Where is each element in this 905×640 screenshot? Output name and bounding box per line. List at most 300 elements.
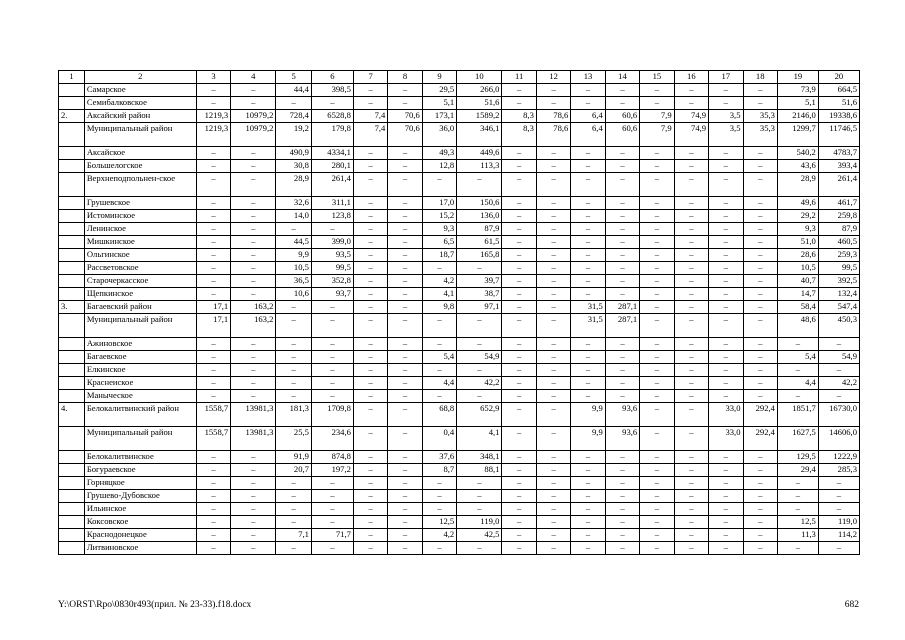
value-cell: 181,3 bbox=[276, 403, 312, 427]
value-cell: 261,4 bbox=[311, 173, 353, 197]
value-cell: – bbox=[196, 338, 230, 351]
value-cell: – bbox=[571, 249, 605, 262]
table-row bbox=[59, 288, 860, 301]
row-name: Щепкинское bbox=[84, 288, 196, 301]
value-cell: 17,1 bbox=[196, 314, 230, 338]
table-row bbox=[59, 490, 860, 503]
value-cell: – bbox=[709, 529, 743, 542]
value-cell: – bbox=[640, 236, 674, 249]
value-cell: – bbox=[353, 427, 387, 451]
value-cell: 44,4 bbox=[276, 84, 312, 97]
value-cell: – bbox=[709, 84, 743, 97]
value-cell: – bbox=[640, 301, 674, 314]
value-cell: – bbox=[777, 477, 818, 490]
value-cell: – bbox=[536, 529, 570, 542]
value-cell: 29,4 bbox=[777, 464, 818, 477]
value-cell: – bbox=[388, 464, 422, 477]
value-cell: – bbox=[311, 301, 353, 314]
value-cell: – bbox=[502, 314, 536, 338]
value-cell: – bbox=[674, 390, 708, 403]
value-cell: 99,5 bbox=[818, 262, 859, 275]
row-index bbox=[59, 173, 85, 197]
value-cell: – bbox=[709, 301, 743, 314]
value-cell: 58,4 bbox=[777, 301, 818, 314]
header-cell: 6 bbox=[311, 71, 353, 84]
value-cell: 14,0 bbox=[276, 210, 312, 223]
value-cell: – bbox=[571, 97, 605, 110]
value-cell: – bbox=[536, 377, 570, 390]
value-cell: – bbox=[571, 516, 605, 529]
row-index bbox=[59, 464, 85, 477]
value-cell: 31,5 bbox=[571, 301, 605, 314]
value-cell: 9,9 bbox=[276, 249, 312, 262]
row-index bbox=[59, 477, 85, 490]
value-cell: 32,6 bbox=[276, 197, 312, 210]
value-cell: – bbox=[231, 275, 276, 288]
value-cell: – bbox=[388, 301, 422, 314]
table-row bbox=[59, 97, 860, 110]
value-cell: – bbox=[457, 338, 502, 351]
value-cell: – bbox=[777, 364, 818, 377]
header-cell: 15 bbox=[640, 71, 674, 84]
value-cell: – bbox=[196, 223, 230, 236]
value-cell: 4,4 bbox=[777, 377, 818, 390]
value-cell: – bbox=[457, 173, 502, 197]
row-name: Семибалковское bbox=[84, 97, 196, 110]
value-cell: – bbox=[536, 427, 570, 451]
row-index bbox=[59, 147, 85, 160]
row-index bbox=[59, 364, 85, 377]
value-cell: 10979,2 bbox=[231, 123, 276, 147]
value-cell: – bbox=[674, 464, 708, 477]
value-cell: 113,3 bbox=[457, 160, 502, 173]
value-cell: – bbox=[674, 403, 708, 427]
value-cell: 1627,5 bbox=[777, 427, 818, 451]
value-cell: – bbox=[605, 173, 639, 197]
value-cell: – bbox=[709, 464, 743, 477]
value-cell: – bbox=[743, 338, 777, 351]
value-cell: – bbox=[818, 390, 859, 403]
value-cell: – bbox=[605, 262, 639, 275]
value-cell: – bbox=[502, 338, 536, 351]
value-cell: – bbox=[353, 210, 387, 223]
value-cell: 392,5 bbox=[818, 275, 859, 288]
value-cell: – bbox=[388, 364, 422, 377]
value-cell: – bbox=[353, 249, 387, 262]
value-cell: – bbox=[605, 97, 639, 110]
value-cell: – bbox=[571, 173, 605, 197]
header-cell: 4 bbox=[231, 71, 276, 84]
value-cell: – bbox=[457, 314, 502, 338]
value-cell: – bbox=[353, 262, 387, 275]
table-row bbox=[59, 503, 860, 516]
value-cell: – bbox=[640, 490, 674, 503]
value-cell: – bbox=[388, 288, 422, 301]
table-row bbox=[59, 377, 860, 390]
value-cell: 4,4 bbox=[422, 377, 456, 390]
value-cell: – bbox=[674, 236, 708, 249]
value-cell: – bbox=[743, 351, 777, 364]
value-cell: – bbox=[640, 288, 674, 301]
value-cell: – bbox=[536, 97, 570, 110]
value-cell: 7,4 bbox=[353, 123, 387, 147]
header-cell: 18 bbox=[743, 71, 777, 84]
value-cell: 42,2 bbox=[818, 377, 859, 390]
value-cell: 449,6 bbox=[457, 147, 502, 160]
value-cell: – bbox=[536, 147, 570, 160]
value-cell: – bbox=[276, 97, 312, 110]
value-cell: – bbox=[353, 288, 387, 301]
value-cell: 5,1 bbox=[422, 97, 456, 110]
value-cell: – bbox=[571, 262, 605, 275]
value-cell: 28,9 bbox=[777, 173, 818, 197]
value-cell: – bbox=[640, 197, 674, 210]
value-cell: – bbox=[353, 390, 387, 403]
value-cell: 234,6 bbox=[311, 427, 353, 451]
value-cell: – bbox=[388, 210, 422, 223]
value-cell: 0,4 bbox=[422, 427, 456, 451]
value-cell: – bbox=[674, 288, 708, 301]
value-cell: 165,8 bbox=[457, 249, 502, 262]
value-cell: – bbox=[536, 403, 570, 427]
table-row bbox=[59, 427, 860, 451]
value-cell: – bbox=[457, 390, 502, 403]
value-cell: – bbox=[502, 451, 536, 464]
value-cell: – bbox=[388, 390, 422, 403]
value-cell: – bbox=[674, 451, 708, 464]
value-cell: – bbox=[536, 160, 570, 173]
row-name: Ильинское bbox=[84, 503, 196, 516]
value-cell: – bbox=[276, 314, 312, 338]
value-cell: – bbox=[674, 84, 708, 97]
value-cell: – bbox=[674, 490, 708, 503]
value-cell: – bbox=[231, 490, 276, 503]
value-cell: – bbox=[388, 249, 422, 262]
footer-file-path: Y:\ORST\Rpo\0830r493(прил. № 23-33).f18.docx bbox=[58, 600, 252, 610]
value-cell: – bbox=[709, 262, 743, 275]
value-cell: – bbox=[502, 147, 536, 160]
value-cell: 4,1 bbox=[457, 427, 502, 451]
value-cell: 49,3 bbox=[422, 147, 456, 160]
row-index bbox=[59, 236, 85, 249]
row-index bbox=[59, 210, 85, 223]
table-row bbox=[59, 351, 860, 364]
value-cell: – bbox=[388, 377, 422, 390]
value-cell: 13981,3 bbox=[231, 403, 276, 427]
value-cell: – bbox=[388, 314, 422, 338]
value-cell: 29,5 bbox=[422, 84, 456, 97]
value-cell: – bbox=[536, 351, 570, 364]
row-index bbox=[59, 314, 85, 338]
value-cell: – bbox=[311, 338, 353, 351]
value-cell: – bbox=[196, 542, 230, 555]
value-cell: – bbox=[196, 529, 230, 542]
value-cell: – bbox=[743, 147, 777, 160]
row-name: Коксовское bbox=[84, 516, 196, 529]
value-cell: – bbox=[640, 403, 674, 427]
value-cell: 33,0 bbox=[709, 403, 743, 427]
value-cell: – bbox=[502, 464, 536, 477]
value-cell: – bbox=[353, 490, 387, 503]
value-cell: – bbox=[605, 275, 639, 288]
value-cell: – bbox=[353, 173, 387, 197]
value-cell: – bbox=[674, 529, 708, 542]
header-cell: 8 bbox=[388, 71, 422, 84]
value-cell: – bbox=[605, 210, 639, 223]
value-cell: – bbox=[571, 338, 605, 351]
row-index bbox=[59, 390, 85, 403]
value-cell: – bbox=[502, 97, 536, 110]
value-cell: 42,5 bbox=[457, 529, 502, 542]
value-cell: – bbox=[457, 262, 502, 275]
value-cell: – bbox=[231, 262, 276, 275]
value-cell: – bbox=[457, 542, 502, 555]
table-row bbox=[59, 249, 860, 262]
value-cell: 71,7 bbox=[311, 529, 353, 542]
value-cell: – bbox=[502, 197, 536, 210]
value-cell: – bbox=[311, 390, 353, 403]
value-cell: – bbox=[640, 542, 674, 555]
row-index: 4. bbox=[59, 403, 85, 427]
value-cell: 292,4 bbox=[743, 427, 777, 451]
value-cell: – bbox=[674, 301, 708, 314]
value-cell: – bbox=[388, 197, 422, 210]
value-cell: – bbox=[743, 477, 777, 490]
value-cell: – bbox=[709, 249, 743, 262]
row-name: Муниципальный район bbox=[84, 314, 196, 338]
value-cell: 44,5 bbox=[276, 236, 312, 249]
value-cell: – bbox=[640, 351, 674, 364]
value-cell: – bbox=[743, 516, 777, 529]
value-cell: – bbox=[640, 160, 674, 173]
header-cell: 5 bbox=[276, 71, 312, 84]
footer-page-number: 682 bbox=[844, 600, 859, 610]
value-cell: – bbox=[422, 262, 456, 275]
value-cell: – bbox=[743, 173, 777, 197]
value-cell: – bbox=[502, 351, 536, 364]
value-cell: – bbox=[536, 210, 570, 223]
value-cell: – bbox=[353, 97, 387, 110]
value-cell: – bbox=[571, 503, 605, 516]
value-cell: – bbox=[353, 147, 387, 160]
value-cell: 1299,7 bbox=[777, 123, 818, 147]
value-cell: – bbox=[311, 364, 353, 377]
value-cell: 173,1 bbox=[422, 110, 456, 123]
value-cell: – bbox=[743, 390, 777, 403]
value-cell: – bbox=[709, 503, 743, 516]
value-cell: – bbox=[388, 351, 422, 364]
value-cell: – bbox=[743, 288, 777, 301]
value-cell: – bbox=[196, 210, 230, 223]
value-cell: – bbox=[605, 503, 639, 516]
value-cell: – bbox=[536, 84, 570, 97]
value-cell: – bbox=[353, 275, 387, 288]
row-name: Горняцкое bbox=[84, 477, 196, 490]
value-cell: – bbox=[709, 160, 743, 173]
value-cell: – bbox=[674, 503, 708, 516]
table-row bbox=[59, 223, 860, 236]
value-cell: 266,0 bbox=[457, 84, 502, 97]
row-name: Рассветовское bbox=[84, 262, 196, 275]
value-cell: 450,3 bbox=[818, 314, 859, 338]
table-row bbox=[59, 451, 860, 464]
value-cell: 292,4 bbox=[743, 403, 777, 427]
value-cell: – bbox=[605, 377, 639, 390]
value-cell: 7,1 bbox=[276, 529, 312, 542]
value-cell: 12,5 bbox=[422, 516, 456, 529]
value-cell: 5,1 bbox=[777, 97, 818, 110]
value-cell: – bbox=[388, 84, 422, 97]
value-cell: 398,5 bbox=[311, 84, 353, 97]
value-cell: 7,9 bbox=[640, 110, 674, 123]
value-cell: – bbox=[709, 275, 743, 288]
value-cell: – bbox=[196, 503, 230, 516]
value-cell: 9,3 bbox=[422, 223, 456, 236]
value-cell: 42,2 bbox=[457, 377, 502, 390]
value-cell: – bbox=[353, 503, 387, 516]
value-cell: – bbox=[231, 197, 276, 210]
value-cell: – bbox=[571, 351, 605, 364]
value-cell: – bbox=[353, 477, 387, 490]
value-cell: – bbox=[196, 351, 230, 364]
value-cell: – bbox=[276, 338, 312, 351]
value-cell: – bbox=[743, 236, 777, 249]
value-cell: – bbox=[388, 173, 422, 197]
value-cell: – bbox=[674, 160, 708, 173]
value-cell: – bbox=[709, 338, 743, 351]
value-cell: – bbox=[196, 490, 230, 503]
value-cell: – bbox=[605, 249, 639, 262]
row-index bbox=[59, 97, 85, 110]
value-cell: – bbox=[196, 288, 230, 301]
value-cell: 18,7 bbox=[422, 249, 456, 262]
value-cell: 7,4 bbox=[353, 110, 387, 123]
value-cell: – bbox=[276, 351, 312, 364]
value-cell: – bbox=[502, 490, 536, 503]
value-cell: – bbox=[196, 173, 230, 197]
header-cell: 16 bbox=[674, 71, 708, 84]
value-cell: 114,2 bbox=[818, 529, 859, 542]
value-cell: – bbox=[605, 84, 639, 97]
row-index bbox=[59, 275, 85, 288]
value-cell: – bbox=[674, 223, 708, 236]
value-cell: – bbox=[743, 262, 777, 275]
table-row bbox=[59, 210, 860, 223]
value-cell: 132,4 bbox=[818, 288, 859, 301]
value-cell: – bbox=[818, 338, 859, 351]
value-cell: – bbox=[276, 223, 312, 236]
value-cell: 51,6 bbox=[818, 97, 859, 110]
value-cell: 7,9 bbox=[640, 123, 674, 147]
value-cell: – bbox=[231, 477, 276, 490]
value-cell: 31,5 bbox=[571, 314, 605, 338]
value-cell: 2146,0 bbox=[777, 110, 818, 123]
value-cell: – bbox=[674, 542, 708, 555]
value-cell: – bbox=[231, 390, 276, 403]
value-cell: 19,2 bbox=[276, 123, 312, 147]
value-cell: – bbox=[536, 451, 570, 464]
value-cell: – bbox=[605, 477, 639, 490]
row-name: Богураевское bbox=[84, 464, 196, 477]
value-cell: 259,8 bbox=[818, 210, 859, 223]
value-cell: – bbox=[536, 275, 570, 288]
value-cell: – bbox=[422, 173, 456, 197]
value-cell: 88,1 bbox=[457, 464, 502, 477]
value-cell: – bbox=[231, 464, 276, 477]
value-cell: – bbox=[743, 464, 777, 477]
header-cell: 12 bbox=[536, 71, 570, 84]
value-cell: – bbox=[536, 262, 570, 275]
value-cell: 70,6 bbox=[388, 110, 422, 123]
value-cell: – bbox=[743, 275, 777, 288]
value-cell: 51,0 bbox=[777, 236, 818, 249]
value-cell: – bbox=[231, 160, 276, 173]
value-cell: – bbox=[571, 236, 605, 249]
value-cell: – bbox=[502, 477, 536, 490]
value-cell: – bbox=[674, 427, 708, 451]
row-index bbox=[59, 249, 85, 262]
value-cell: 78,6 bbox=[536, 123, 570, 147]
table-row bbox=[59, 275, 860, 288]
value-cell: – bbox=[571, 377, 605, 390]
value-cell: 287,1 bbox=[605, 314, 639, 338]
value-cell: – bbox=[502, 390, 536, 403]
value-cell: 664,5 bbox=[818, 84, 859, 97]
value-cell: – bbox=[502, 249, 536, 262]
value-cell: 74,9 bbox=[674, 110, 708, 123]
header-cell: 19 bbox=[777, 71, 818, 84]
value-cell: – bbox=[502, 516, 536, 529]
value-cell: 38,7 bbox=[457, 288, 502, 301]
value-cell: 352,8 bbox=[311, 275, 353, 288]
value-cell: – bbox=[818, 490, 859, 503]
value-cell: – bbox=[388, 529, 422, 542]
value-cell: – bbox=[777, 390, 818, 403]
value-cell: – bbox=[422, 542, 456, 555]
value-cell: – bbox=[536, 173, 570, 197]
value-cell: – bbox=[743, 249, 777, 262]
value-cell: 60,6 bbox=[605, 110, 639, 123]
value-cell: – bbox=[777, 338, 818, 351]
value-cell: 1222,9 bbox=[818, 451, 859, 464]
value-cell: – bbox=[536, 223, 570, 236]
row-name: Литвиновское bbox=[84, 542, 196, 555]
value-cell: – bbox=[502, 210, 536, 223]
value-cell: – bbox=[422, 314, 456, 338]
value-cell: 136,0 bbox=[457, 210, 502, 223]
row-index bbox=[59, 490, 85, 503]
value-cell: – bbox=[674, 197, 708, 210]
value-cell: – bbox=[276, 364, 312, 377]
value-cell: – bbox=[709, 490, 743, 503]
value-cell: – bbox=[502, 84, 536, 97]
value-cell: 30,8 bbox=[276, 160, 312, 173]
value-cell: – bbox=[709, 351, 743, 364]
value-cell: – bbox=[353, 314, 387, 338]
value-cell: – bbox=[709, 451, 743, 464]
value-cell: – bbox=[674, 477, 708, 490]
value-cell: 74,9 bbox=[674, 123, 708, 147]
value-cell: – bbox=[709, 197, 743, 210]
row-name: Аксайский район bbox=[84, 110, 196, 123]
header-cell: 7 bbox=[353, 71, 387, 84]
value-cell: – bbox=[640, 262, 674, 275]
value-cell: – bbox=[640, 210, 674, 223]
value-cell: 179,8 bbox=[311, 123, 353, 147]
value-cell: 33,0 bbox=[709, 427, 743, 451]
value-cell: – bbox=[388, 275, 422, 288]
value-cell: – bbox=[571, 451, 605, 464]
